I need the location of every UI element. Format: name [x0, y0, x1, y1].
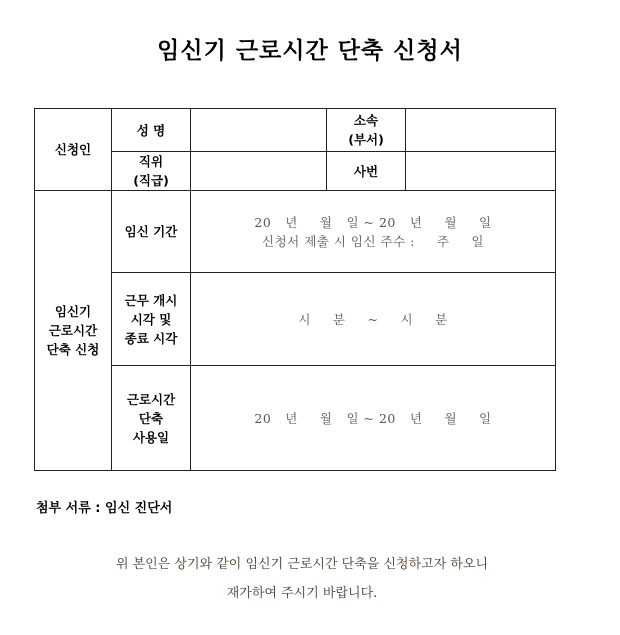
- position-value-cell[interactable]: [191, 152, 327, 191]
- attachment-note: 첨부 서류 : 임신 진단서: [36, 501, 173, 516]
- position-label-line2: (직급): [133, 173, 169, 188]
- work-time-label-line2: 시각 및: [130, 311, 172, 327]
- usage-label-line3: 사용일: [132, 429, 170, 445]
- request-section-label: [35, 191, 112, 471]
- work-time-value[interactable]: 시 분 ~ 시 분: [191, 273, 556, 366]
- usage-label-line2: 단축: [138, 410, 164, 426]
- empno-label: 사번: [327, 152, 406, 191]
- position-label: [112, 152, 191, 191]
- name-value-cell[interactable]: [191, 109, 327, 152]
- request-section-line2: 근로시간: [48, 323, 98, 338]
- empno-value-cell[interactable]: [406, 152, 556, 191]
- row-position-empno: [35, 152, 556, 191]
- dept-value-cell[interactable]: [406, 109, 556, 152]
- closing-statement-line2: 재가하여 주시기 바랍니다.: [226, 586, 378, 601]
- position-label-line1: 직위: [138, 154, 164, 169]
- row-name-dept: [35, 109, 556, 152]
- request-section-line3: 단축 신청: [46, 342, 100, 357]
- row-work-time: [35, 273, 556, 366]
- work-time-label-line3: 종료 시각: [124, 330, 178, 346]
- usage-period-value[interactable]: 20 년 월 일 ~ 20 년 월 일: [191, 366, 556, 471]
- usage-label: [112, 366, 191, 471]
- application-form-table: [34, 108, 556, 471]
- closing-statement-line1: 위 본인은 상기와 같이 임신기 근로시간 단축을 신청하고자 하오니: [115, 557, 489, 572]
- dept-label-line1: 소속: [353, 113, 379, 128]
- pregnancy-period-dates: 20 년 월 일 ~ 20 년 월 일: [254, 214, 492, 230]
- form-title: 임신기 근로시간 단축 신청서: [157, 38, 463, 64]
- work-time-label: [112, 273, 191, 366]
- pregnancy-period-value[interactable]: [191, 191, 556, 273]
- row-usage-period: [35, 366, 556, 471]
- dept-label: [327, 109, 406, 152]
- usage-label-line1: 근로시간: [126, 391, 176, 407]
- work-time-label-line1: 근무 개시: [124, 292, 178, 308]
- dept-label-line2: (부서): [348, 132, 384, 147]
- name-label: 성 명: [112, 109, 191, 152]
- applicant-section-label: 신청인: [35, 109, 112, 191]
- pregnancy-period-label: 임신 기간: [112, 191, 191, 273]
- row-pregnancy-period: [35, 191, 556, 273]
- pregnancy-weeks: 신청서 제출 시 임신 주수 : 주 일: [262, 233, 484, 249]
- request-section-line1: 임신기: [54, 304, 92, 319]
